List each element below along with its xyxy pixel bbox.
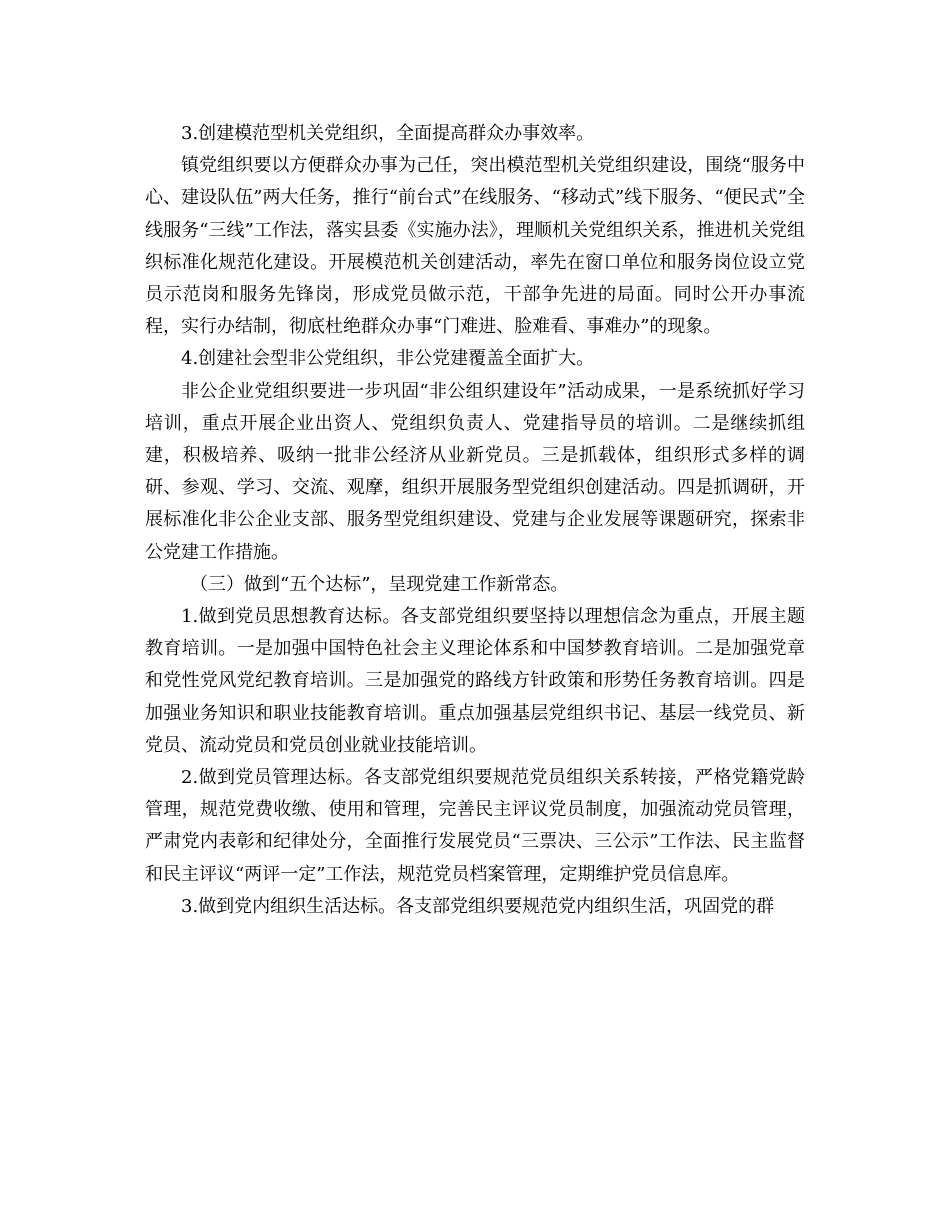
section-heading-3: 3.创建模范型机关党组织，全面提高群众办事效率。 [181, 123, 595, 144]
paragraph-non-public-organization: 非公企业党组织要进一步巩固“非公组织建设年”活动成果，一是系统抓好学习培训，重点开展企业出资人、党组织负责人、党建指导员的培训。二是继续抓组建，积极培养、吸纳一批非公经济从业新党员。三是抓载体，组织形式多样的调研、参观、学习、交流、观摩，组织开展服务型党组织创建活动。四是抓调研，开展标准化非公企业支部、服务型党组织建设、党建与企业发展等课题研究，探索非公党建工作措施。 [145, 380, 805, 563]
paragraph-model-organization: 镇党组织要以方便群众办事为己任，突出模范型机关党组织建设，围绕“服务中心、建设队伍”两大任务，推行“前台式”在线服务、“移动式”线下服务、“便民式”全线服务“三线”工作法，落实县委《实施办法》，理顺机关党组织关系，推进机关党组织标准化规范化建设。开展模范机关创建活动，率先在窗口单位和服务岗位设立党员示范岗和服务先锋岗，形成党员做示范，干部争先进的局面。同时公开办事流程，实行办结制，彻底杜绝群众办事“门难进、脸难看、事难办”的现象。 [145, 155, 805, 338]
paragraph-member-management: 2.做到党员管理达标。各支部党组织要规范党员组织关系转接，严格党籍党龄管理，规范党费收缴、使用和管理，完善民主评议党员制度，加强流动党员管理，严肃党内表彰和纪律处分，全面推行发展党员“三票决、三公示”工作法、民主监督和民主评议“两评一定”工作法，规范党员档案管理，定期维护党员信息库。 [145, 767, 805, 885]
section-heading-five-standards: （三）做到“五个达标”，呈现党建工作新常态。 [190, 573, 569, 595]
document-body [145, 118, 805, 923]
section-heading-4: 4.创建社会型非公党组织，非公党建覆盖全面扩大。 [181, 348, 595, 370]
paragraph-ideological-education: 1.做到党员思想教育达标。各支部党组织要坚持以理想信念为重点，开展主题教育培训。一是加强中国特色社会主义理论体系和中国梦教育培训。二是加强党章和党性党风党纪教育培训。三是加强党的路线方针政策和形势任务教育培训。四是加强业务知识和职业技能教育培训。重点加强基层党组织书记、基层一线党员、新党员、流动党员和党员创业就业技能培训。 [145, 606, 805, 756]
paragraph-organizational-life: 3.做到党内组织生活达标。各支部党组织要规范党内组织生活，巩固党的群 [181, 895, 775, 917]
